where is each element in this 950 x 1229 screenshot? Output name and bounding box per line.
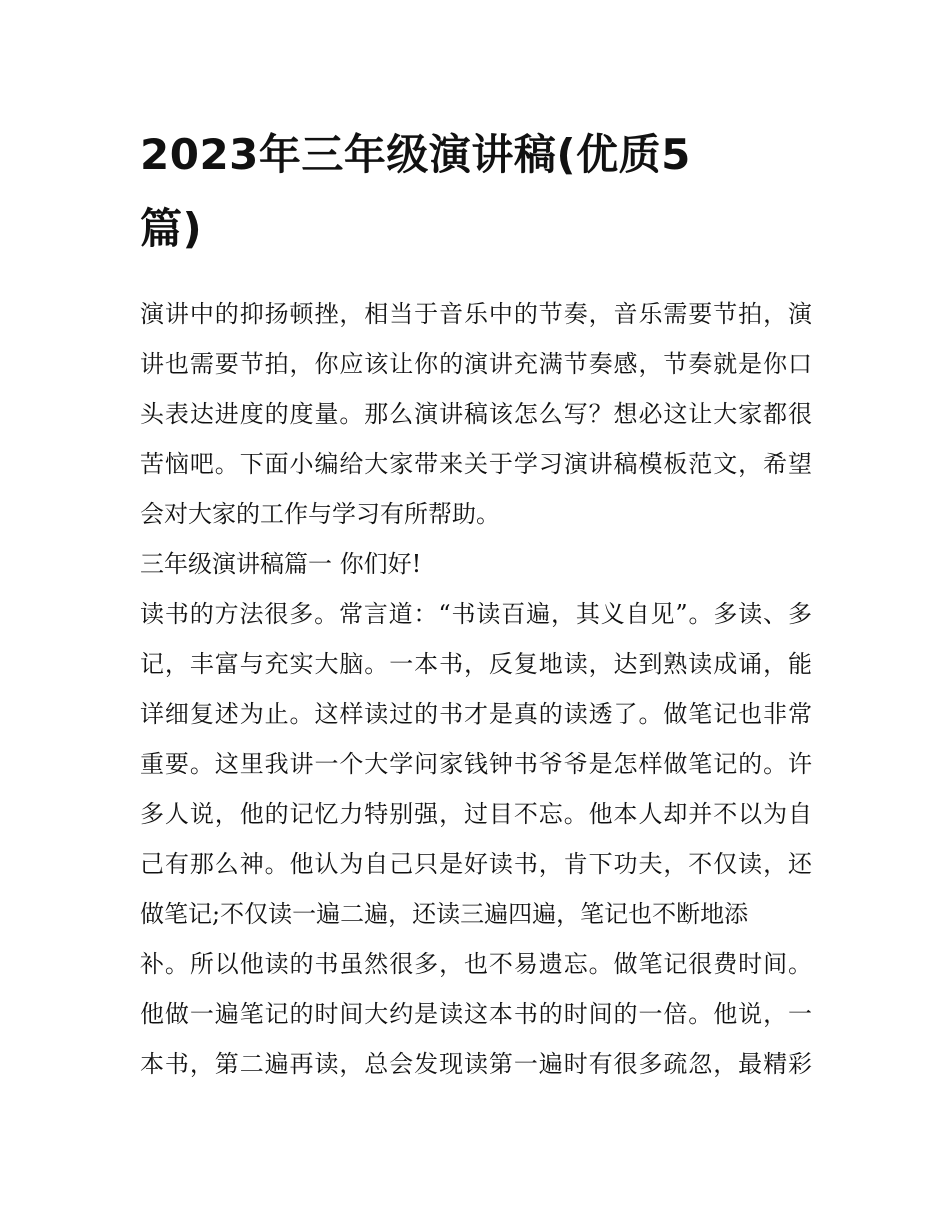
body-line: 详细复述为止。这样读过的书才是真的读透了。做笔记也非常 [140,700,812,728]
body-line: 记，丰富与充实大脑。一本书，反复地读，达到熟读成诵，能 [140,650,812,678]
body-line: 己有那么神。他认为自己只是好读书，肯下功夫，不仅读，还 [140,850,812,878]
intro-line: 演讲中的抑扬顿挫，相当于音乐中的节奏，音乐需要节拍，演 [140,300,812,328]
document-title [140,118,812,266]
body-line: 做笔记;不仅读一遍二遍，还读三遍四遍，笔记也不断地添 [140,900,749,928]
body-line: 他做一遍笔记的时间大约是读这本书的时间的一倍。他说，一 [140,1000,812,1028]
body-line: 读书的方法很多。常言道：“书读百遍，其义自见”。多读、多 [140,600,812,628]
body-line: 本书，第二遍再读，总会发现读第一遍时有很多疏忽，最精彩 [140,1050,812,1078]
intro-line: 会对大家的工作与学习有所帮助。 [140,500,500,528]
section-heading [140,539,812,589]
body-line: 多人说，他的记忆力特别强，过目不忘。他本人却并不以为自 [140,800,812,828]
title-line: 篇) [140,204,203,253]
title-line: 2023年三年级演讲稿(优质5 [140,130,691,179]
body-line: 补。所以他读的书虽然很多，也不易遗忘。做笔记很费时间。 [140,950,812,978]
body-paragraph [140,589,812,1089]
body-line: 重要。这里我讲一个大学问家钱钟书爷爷是怎样做笔记的。许 [140,750,812,778]
section-heading-text: 三年级演讲稿篇一 你们好! [140,550,422,578]
intro-line: 苦恼吧。下面小编给大家带来关于学习演讲稿模板范文，希望 [140,450,812,478]
intro-paragraph [140,289,812,539]
intro-line: 头表达进度的度量。那么演讲稿该怎么写？想必这让大家都很 [140,400,812,428]
document-content [140,118,812,1089]
intro-line: 讲也需要节拍，你应该让你的演讲充满节奏感，节奏就是你口 [140,350,812,378]
